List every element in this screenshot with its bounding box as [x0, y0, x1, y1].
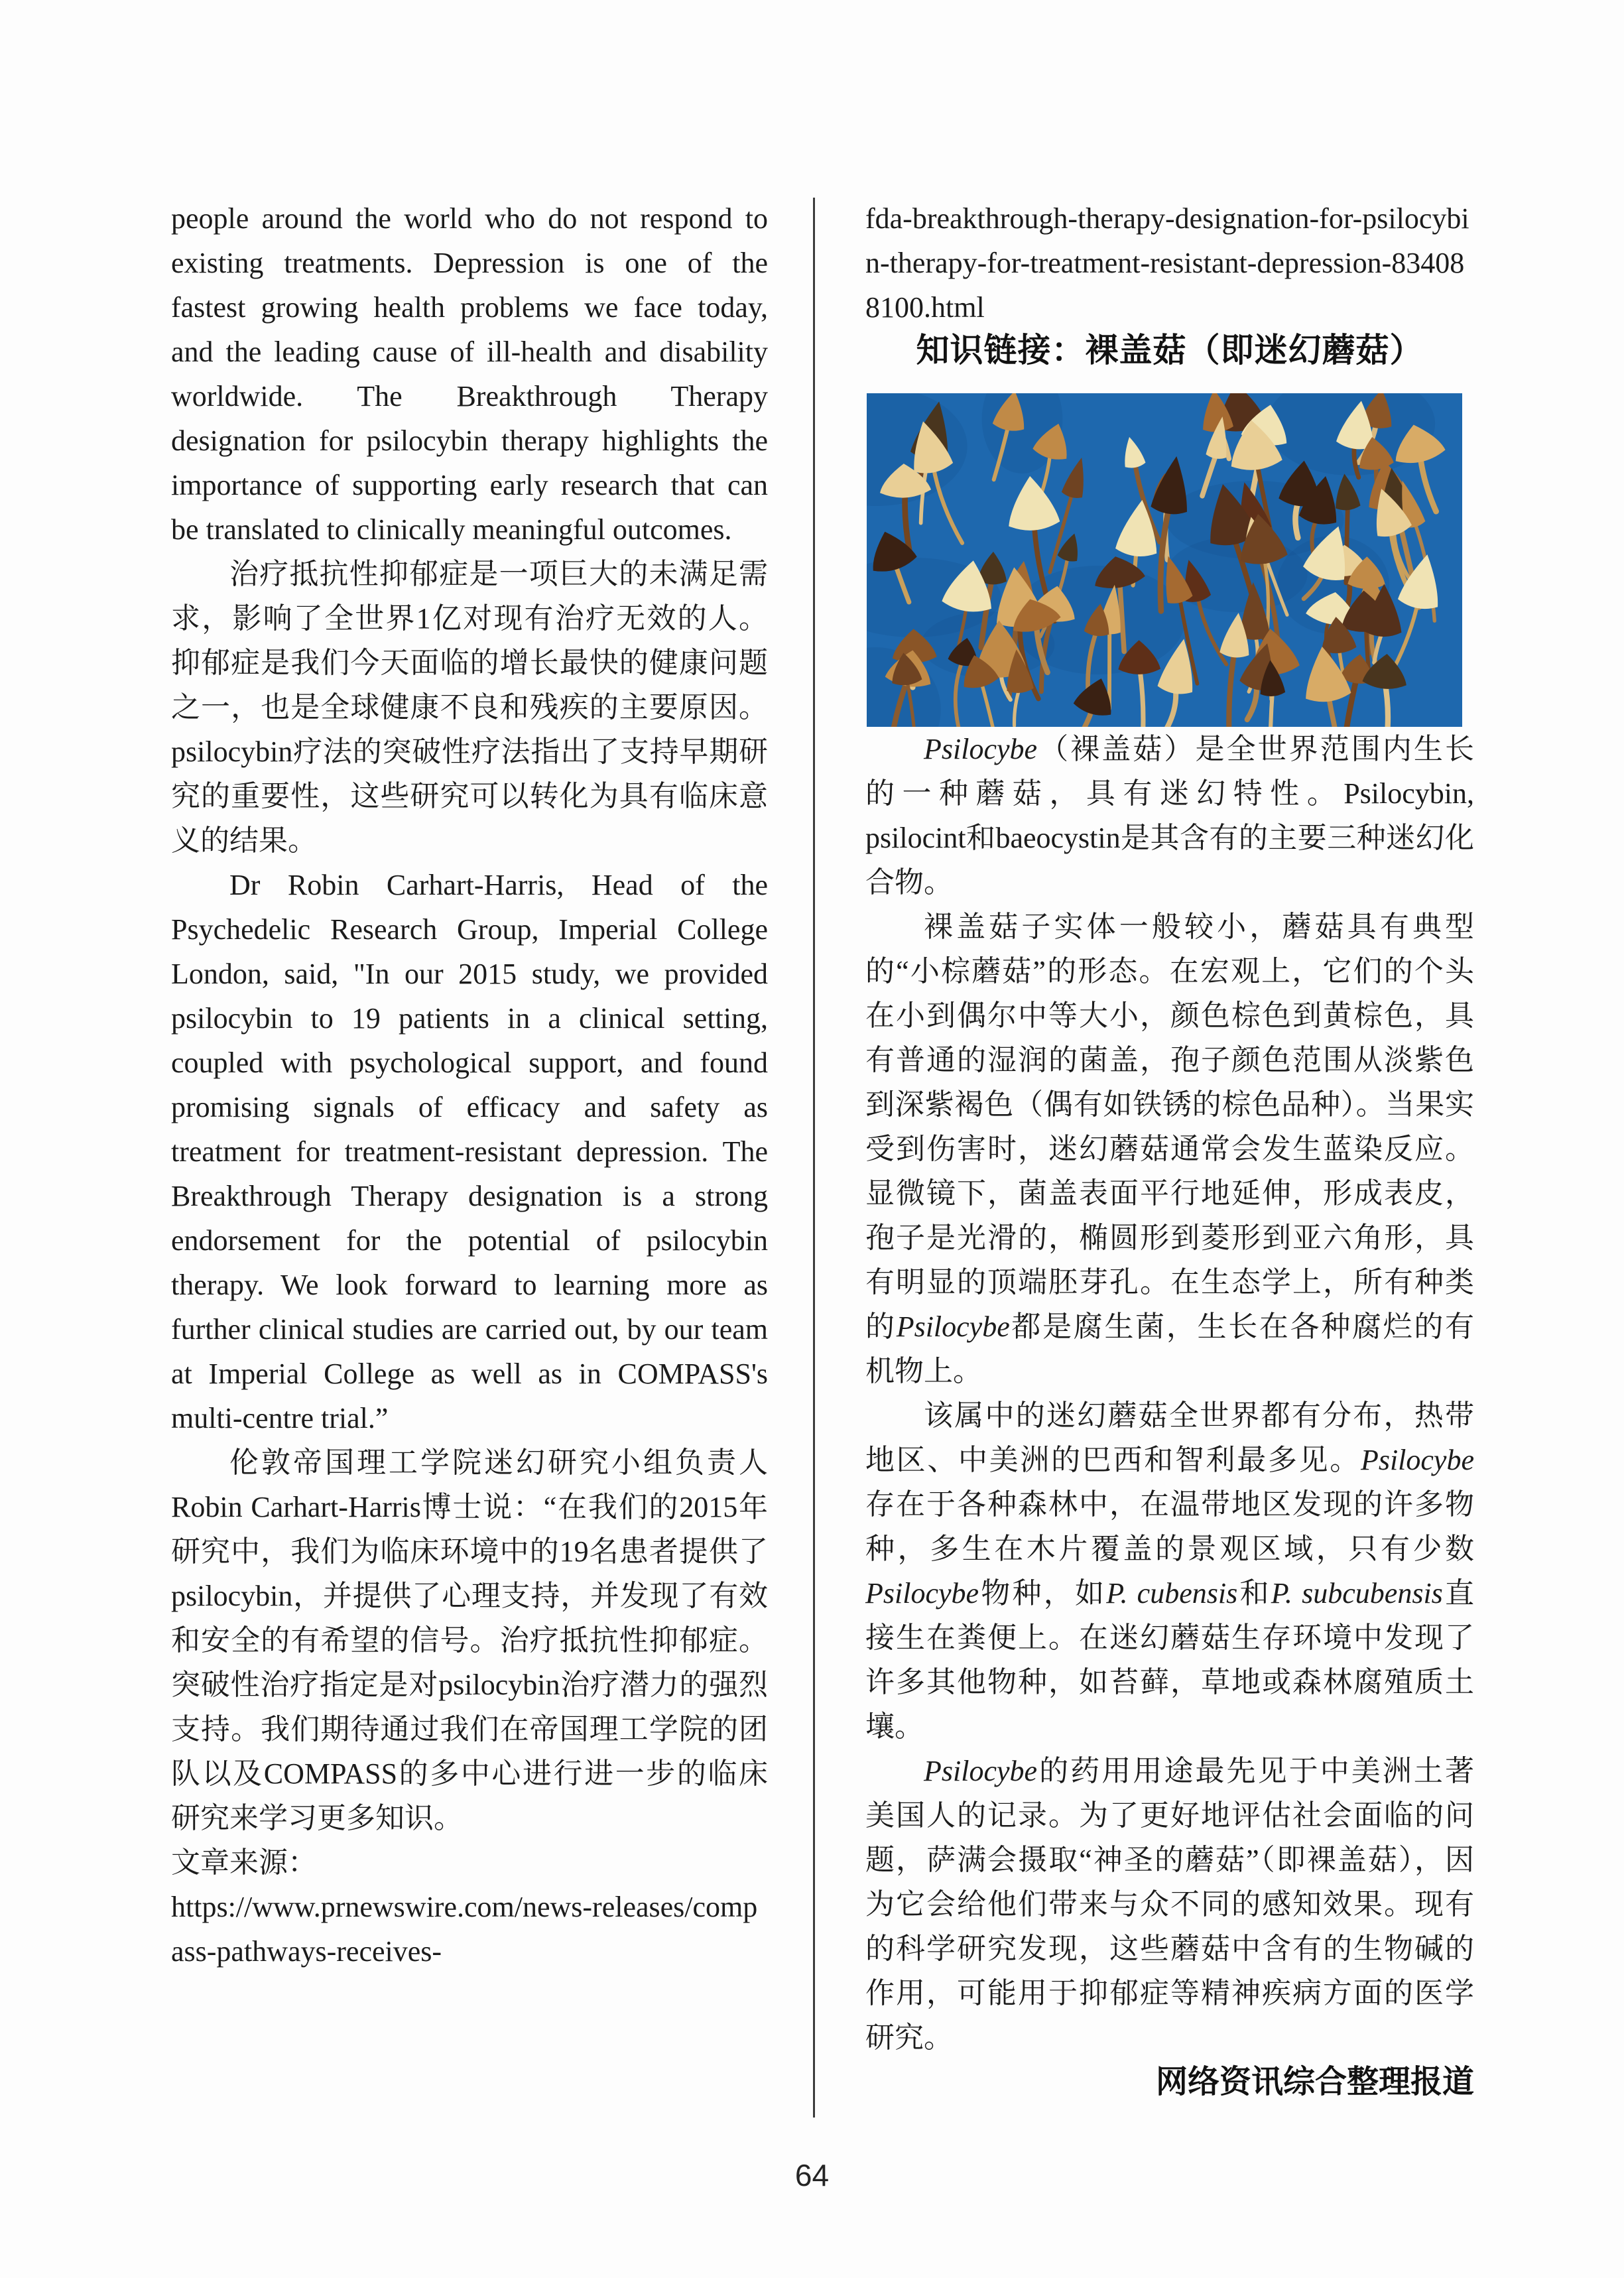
- paragraph-psilocybe-medicinal-use: [865, 1749, 1474, 2060]
- genus-name-italic: Psilocybe: [924, 1755, 1038, 1787]
- right-column: [865, 196, 1474, 2104]
- paragraph-psilocybe-morphology: [865, 905, 1474, 1393]
- text-segment: 裸盖菇子实体一般较小，蘑菇具有典型的“小棕蘑菇”的形态。在宏观上，它们的个头在小到偶尔中等大小，颜色棕色到黄棕色，具有普通的湿润的菌盖，孢子颜色范围从淡紫色到深紫褐色（偶有如铁锈的棕色品种）。当果实受到伤害时，迷幻蘑菇通常会发生蓝染反应。显微镜下，菌盖表面平行地延伸，形成表皮，孢子是光滑的，椭圆形到菱形到亚六角形，具有明显的顶端胚芽孔。在生态学上，所有种类的: [865, 911, 1474, 1343]
- text-segment: （裸盖菇）是全世界范围内生长的一种蘑菇，具有迷幻特性。Psilocybin, psilocint和baeocystin是其含有的主要三种迷幻化合物。: [865, 733, 1474, 899]
- paragraph-psilocybe-distribution: [865, 1393, 1474, 1749]
- article-source-label: 文章来源：: [171, 1846, 317, 1879]
- genus-name-italic: Psilocybe: [865, 1577, 979, 1610]
- genus-name-italic: Psilocybe: [1360, 1444, 1474, 1476]
- paragraph-chinese-translation-1: 治疗抵抗性抑郁症是一项巨大的未满足需求，影响了全世界1亿对现有治疗无效的人。抑郁症是我们今天面临的增长最快的健康问题之一，也是全球健康不良和残疾的主要原因。psilocybin疗法的突破性疗法指出了支持早期研究的重要性，这些研究可以转化为具有临床意义的结果。: [171, 558, 768, 857]
- text-segment: 物种，如: [979, 1577, 1107, 1610]
- article-source-url-part1: https://www.prnewswire.com/news-releases/compass-pathways-receives-: [171, 1891, 758, 1968]
- text-segment: 存在于各种森林中，在温带地区发现的许多物种，多生在木片覆盖的景观区域，只有少数: [865, 1488, 1474, 1565]
- text-segment: 该属中的迷幻蘑菇全世界都有分布，热带地区、中美洲的巴西和智利最多见。: [865, 1399, 1474, 1476]
- text-segment: 都是腐生菌，生长在各种腐烂的有机物上。: [865, 1310, 1475, 1387]
- column-divider-rule: [813, 198, 815, 2118]
- knowledge-link-heading: 知识链接：裸盖菇（即迷幻蘑菇）: [916, 332, 1424, 369]
- page-number: 64: [794, 2158, 830, 2192]
- psilocybe-photo: [867, 393, 1462, 727]
- genus-name-italic: Psilocybe: [924, 733, 1038, 765]
- genus-name-italic: Psilocybe: [896, 1310, 1010, 1343]
- species-name-italic: P. subcubensis: [1271, 1577, 1443, 1610]
- paragraph-english-quote: Dr Robin Carhart-Harris, Head of the Psychedelic Research Group, Imperial College London, said, "In our 2015 study, we provided psilocybin to 19 patients in a clinical setting, coupled with psychological support, and found promising signals of efficacy and safety as treatment for treatment-resistant depression. The Breakthrough Therapy designation is a strong endorsement for the potential of psilocybin therapy. We look forward to learning more as further clinical studies are carried out, by our team at Imperial College as well as in COMPASS's multi-centre trial.”: [171, 869, 768, 1434]
- paragraph-psilocybe-intro: [865, 727, 1474, 905]
- text-segment: 和: [1237, 1577, 1271, 1610]
- report-byline: 网络资讯综合整理报道: [1155, 2064, 1474, 2100]
- paragraph-english-continuation: people around the world who do not respond to existing treatments. Depression is one of the fastest growing health problems we face today, and the leading cause of ill-health and disability worldwide. The Breakthrough Therapy designation for psilocybin therapy highlights the importance of supporting early research that can be translated to clinically meaningful outcomes.: [171, 202, 768, 546]
- text-segment: 直接生在粪便上。在迷幻蘑菇生存环境中发现了许多其他物种，如苔藓，草地或森林腐殖质土壤。: [865, 1577, 1475, 1743]
- species-name-italic: P. cubensis: [1106, 1577, 1238, 1610]
- article-source-url-part2: fda-breakthrough-therapy-designation-for-psilocybin-therapy-for-treatment-resistant-depression-834088100.html: [865, 202, 1469, 324]
- psilocybe-photo-svg: [867, 393, 1462, 727]
- text-segment: 的药用用途最先见于中美洲土著美国人的记录。为了更好地评估社会面临的问题，萨满会摄取“神圣的蘑菇”（即裸盖菇），因为它会给他们带来与众不同的感知效果。现有的科学研究发现，这些蘑菇中含有的生物碱的作用，可能用于抑郁症等精神疾病方面的医学研究。: [865, 1755, 1474, 2054]
- paragraph-chinese-translation-2: 伦敦帝国理工学院迷幻研究小组负责人Robin Carhart-Harris博士说：“在我们的2015年研究中，我们为临床环境中的19名患者提供了psilocybin，并提供了心理支持，并发现了有效和安全的有希望的信号。治疗抵抗性抑郁症。突破性治疗指定是对psilocybin治疗潜力的强烈支持。我们期待通过我们在帝国理工学院的团队以及COMPASS的多中心进行进一步的临床研究来学习更多知识。: [171, 1446, 768, 1834]
- left-column: [171, 196, 768, 1974]
